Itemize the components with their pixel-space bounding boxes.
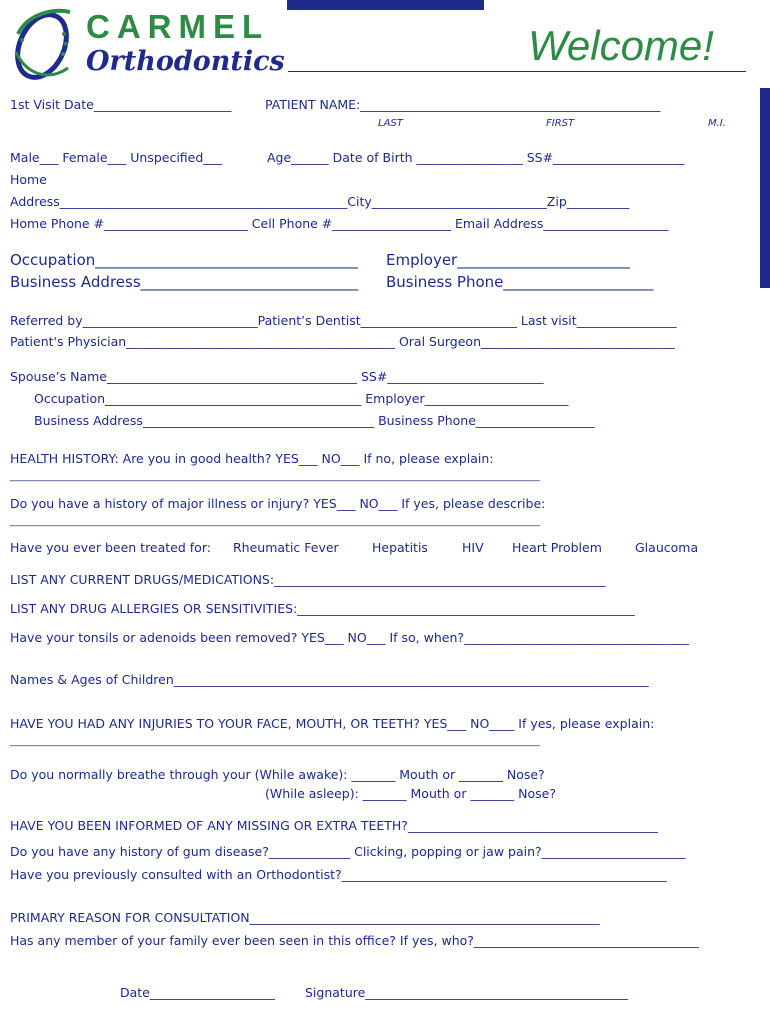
treated-option[interactable]: Heart Problem [512,540,602,555]
side-accent-bar [760,88,770,288]
primary-reason-field[interactable]: PRIMARY REASON FOR CONSULTATION________________________________________________________ [10,910,600,925]
referred-by-field[interactable]: Referred by____________________________Patient’s Dentist_________________________ Last visit________________ [10,313,677,328]
welcome-heading: Welcome! [528,22,714,69]
home-label: Home [10,172,47,187]
address-field[interactable]: Address______________________________________________City____________________________Zip__________ [10,194,630,209]
spouse-name-field[interactable]: Spouse’s Name________________________________________ SS#_________________________ [10,369,544,384]
health-history-field[interactable]: HEALTH HISTORY: Are you in good health? YES___ NO___ If no, please explain: [10,451,494,466]
family-seen-field[interactable]: Has any member of your family ever been seen in this office? If yes, who?____________________________________ [10,933,699,948]
employer-field[interactable]: Employer_______________________ [386,251,630,269]
business-phone-field[interactable]: Business Phone____________________ [386,273,654,291]
spouse-occupation-field[interactable]: Occupation_________________________________________ Employer_______________________ [34,391,569,406]
top-accent-bar [287,0,484,10]
illness-describe-line[interactable]: __________________________________________________________________________________________________________ [10,516,540,527]
missing-teeth-field[interactable]: HAVE YOU BEEN INFORMED OF ANY MISSING OR EXTRA TEETH?________________________________________ [10,818,658,833]
gum-disease-field[interactable]: Do you have any history of gum disease?_____________ Clicking, popping or jaw pain?_______________________ [10,844,686,859]
treated-for-label: Have you ever been treated for: [10,540,211,555]
signature-field[interactable]: Signature__________________________________________ [305,985,628,1000]
sex-field[interactable]: Male___ Female___ Unspecified___ [10,150,223,165]
first-visit-field[interactable]: 1st Visit Date______________________ [10,97,232,112]
major-illness-field[interactable]: Do you have a history of major illness or injury? YES___ NO___ If yes, please describe: [10,496,546,511]
business-address-field[interactable]: Business Address_____________________________ [10,273,359,291]
treated-option[interactable]: HIV [462,540,484,555]
drugs-field[interactable]: LIST ANY CURRENT DRUGS/MEDICATIONS:_____________________________________________________ [10,572,606,587]
health-explain-line[interactable]: __________________________________________________________________________________________________________ [10,471,540,482]
allergies-field[interactable]: LIST ANY DRUG ALLERGIES OR SENSITIVITIES:______________________________________________________ [10,601,635,616]
injuries-field[interactable]: HAVE YOU HAD ANY INJURIES TO YOUR FACE, MOUTH, OR TEETH? YES___ NO____ If yes, please explain: [10,716,655,731]
breathe-asleep-field[interactable]: (While asleep): _______ Mouth or _______ Nose? [265,786,556,801]
brand-name: CARMEL [86,8,270,45]
spouse-business-field[interactable]: Business Address_____________________________________ Business Phone___________________ [34,413,595,428]
logo-emblem [8,4,80,84]
brand-subtitle: Orthodontics [86,46,285,77]
name-last-caption: LAST [378,118,403,129]
patient-name-field[interactable]: PATIENT NAME:________________________________________________ [265,97,661,112]
injuries-explain-line[interactable]: __________________________________________________________________________________________________________ [10,736,540,747]
phones-field[interactable]: Home Phone #_______________________ Cell Phone #___________________ Email Address____________________ [10,216,669,231]
treated-option[interactable]: Rheumatic Fever [233,540,339,555]
previous-ortho-field[interactable]: Have you previously consulted with an Orthodontist?____________________________________________________ [10,867,667,882]
tonsils-field[interactable]: Have your tonsils or adenoids been removed? YES___ NO___ If so, when?____________________________________ [10,630,690,645]
age-dob-ss-field[interactable]: Age______ Date of Birth _________________ SS#_____________________ [267,150,685,165]
children-field[interactable]: Names & Ages of Children____________________________________________________________________________ [10,672,649,687]
treated-option[interactable]: Hepatitis [372,540,428,555]
breathe-awake-field[interactable]: Do you normally breathe through your (While awake): _______ Mouth or _______ Nose? [10,767,545,782]
occupation-field[interactable]: Occupation___________________________________ [10,251,358,269]
welcome-underline [288,71,746,72]
name-mi-caption: M.I. [708,118,726,129]
name-first-caption: FIRST [546,118,575,129]
treated-option[interactable]: Glaucoma [635,540,699,555]
physician-field[interactable]: Patient's Physician___________________________________________ Oral Surgeon_______________________________ [10,334,675,349]
date-field[interactable]: Date____________________ [120,985,275,1000]
